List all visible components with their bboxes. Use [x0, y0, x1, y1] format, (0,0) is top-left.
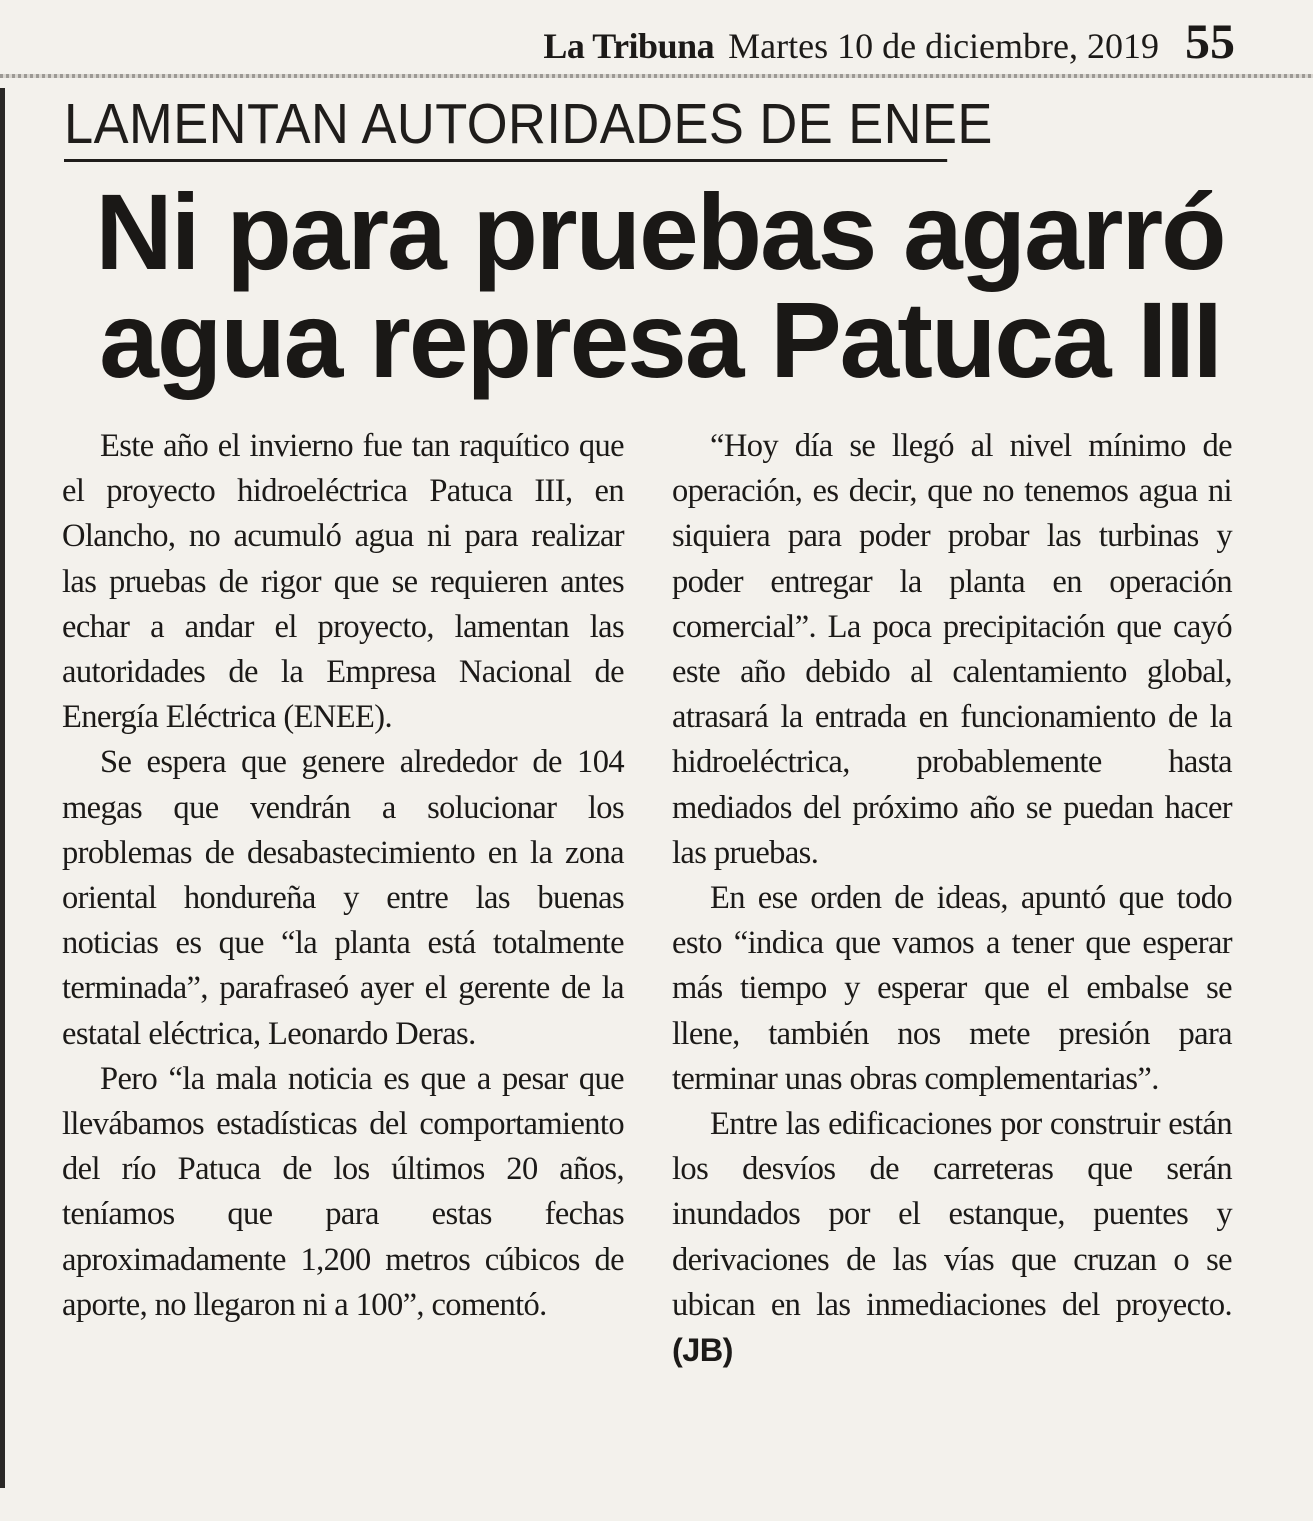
paragraph	[672, 1102, 1232, 1374]
article-headline	[40, 171, 1280, 400]
headline-line-1: Ni para pruebas agarró	[95, 171, 1225, 292]
paragraph: En ese orden de ideas, apuntó que todo esto “indica que vamos a tener que esperar más tiempo y esperar que el embalse se llene, también nos mete presión para terminar unas obras complementarias”.	[672, 880, 1232, 1097]
author-signature: (JB)	[672, 1332, 733, 1369]
paragraph: Pero “la mala noticia es que a pesar que llevábamos estadísticas del comportamiento del río Patuca de los últimos 20 años, teníamos que para estas fechas aproximadamente 1,200 metros cúbicos de aporte, no llegaron ni a 100”, comentó.	[62, 1060, 624, 1323]
paragraph-text: Entre las edificaciones por construir están los desvíos de carreteras que serán inundados por el estanque, puentes y derivaciones de las vías que cruzan o se ubican en las inmediaciones del proyecto.	[672, 1106, 1232, 1323]
article-column-1	[62, 424, 624, 1328]
paragraph: Se espera que genere alrededor de 104 megas que vendrán a solucionar los problemas de desabastecimiento en la zona oriental hondureña y entre las buenas noticias es que “la planta está totalmente terminada”, parafraseó ayer el gerente de la estatal eléctrica, Leonardo Deras.	[62, 744, 624, 1052]
left-column-rule	[0, 88, 5, 1488]
headline-line-2: agua represa Patuca III	[99, 279, 1221, 400]
paragraph: Este año el invierno fue tan raquítico que el proyecto hidroeléctrica Patuca III, en Olancho, no acumuló agua ni para realizar las pruebas de rigor que se requieren antes echar a andar el proyecto, lamentan las autoridades de la Empresa Nacional de Energía Eléctrica (ENEE).	[62, 428, 624, 736]
masthead-rule	[0, 74, 1313, 78]
article-kicker: LAMENTAN AUTORIDADES DE ENEE	[64, 96, 947, 162]
page-number: 55	[1185, 13, 1235, 69]
masthead	[543, 12, 1235, 70]
publication-name: La Tribuna	[543, 26, 715, 66]
article-column-2	[672, 424, 1232, 1374]
paragraph: “Hoy día se llegó al nivel mínimo de operación, es decir, que no tenemos agua ni siquiera para poder probar las turbinas y poder entregar la planta en operación comercial”. La poca precipitación que cayó este año debido al calentamiento global, atrasará la entrada en funcionamiento de la hidroeléctrica, probablemente hasta mediados del próximo año se puedan hacer las pruebas.	[672, 428, 1232, 871]
issue-date: Martes 10 de diciembre, 2019	[728, 26, 1159, 66]
